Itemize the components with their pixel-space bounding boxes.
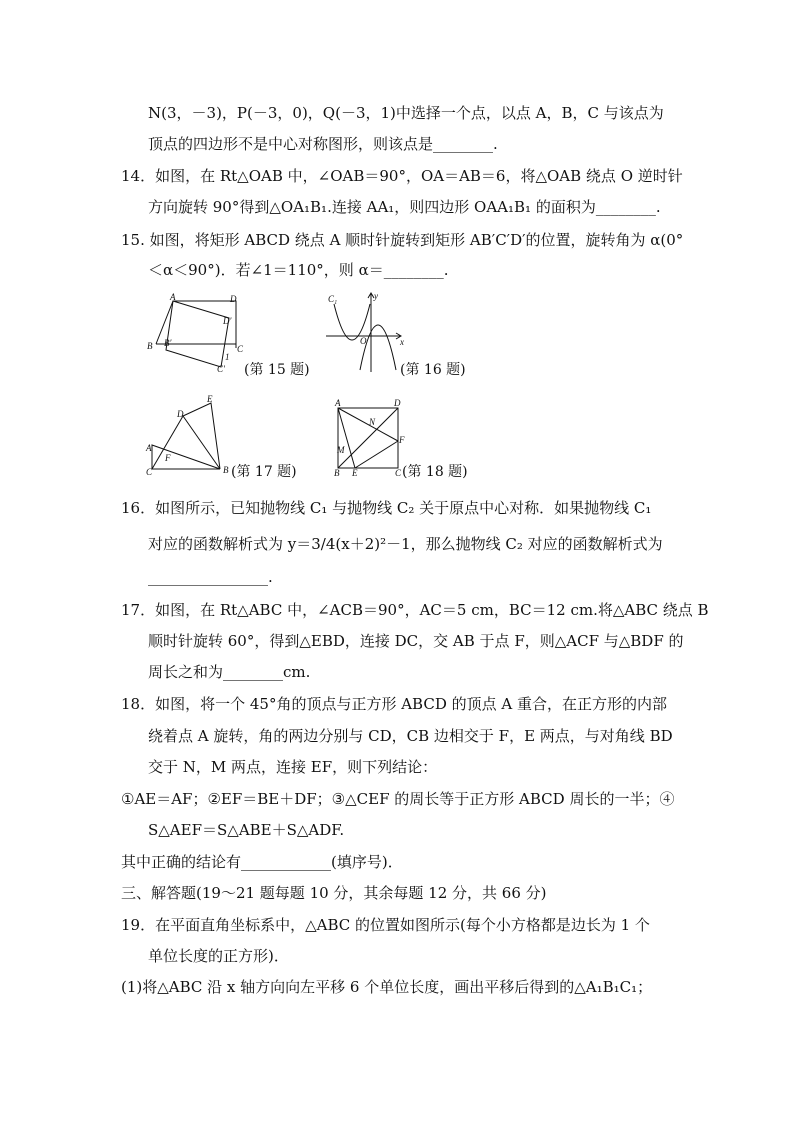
figure-15-diagram [143, 292, 253, 374]
fig18-label-C: C [395, 468, 402, 478]
question-17-line-3: 周长之和为________cm. [148, 663, 311, 681]
figure-17-caption: (第 17 题) [231, 464, 297, 480]
fig16-label-O: O [360, 336, 367, 346]
fig17-label-C: C [146, 467, 153, 477]
figure-15-caption: (第 15 题) [244, 362, 310, 378]
fig18-label-A: A [335, 398, 341, 408]
question-18-line-1: 18．如图，将一个 45°角的顶点与正方形 ABCD 的顶点 A 重合，在正方形的内部 [121, 695, 667, 713]
question-17-line-2: 顺时针旋转 60°，得到△EBD，连接 DC，交 AB 于点 F，则△ACF 与△BDF 的 [148, 632, 684, 650]
fig15-label-D: D [230, 294, 237, 304]
question-16-line-2: 对应的函数解析式为 y＝3/4(x＋2)²－1，那么抛物线 C₂ 对应的函数解析式为 [148, 535, 663, 553]
question-18-answer: 其中正确的结论有____________(填序号)． [121, 853, 403, 871]
question-14-line-2: 方向旋转 90°得到△OA₁B₁.连接 AA₁，则四边形 OAA₁B₁ 的面积为________. [148, 198, 661, 216]
fig17-label-A: A [146, 443, 152, 453]
fig17-label-E: E [207, 394, 213, 404]
fig15-label-D-prime: D′ [223, 316, 232, 326]
figure-16-caption: (第 16 题) [400, 362, 466, 378]
fig18-label-E: E [352, 468, 358, 478]
fig17-label-B: B [223, 465, 229, 475]
question-15-line-2: ＜α＜90°)．若∠1＝110°，则 α＝________. [148, 261, 449, 279]
figure-18-caption: (第 18 题) [402, 464, 468, 480]
fig15-label-B: B [147, 341, 153, 351]
fig16-label-x: x [400, 337, 404, 347]
section-3-heading: 三、解答题(19～21 题每题 10 分，其余每题 12 分，共 66 分) [121, 884, 547, 902]
figure-17-diagram [143, 393, 239, 479]
fig17-label-D: D [177, 409, 184, 419]
fig18-label-D: D [394, 398, 401, 408]
fig15-label-1: 1 [225, 352, 230, 362]
question-16-line-3: ________________. [148, 568, 273, 586]
fig15-label-C-prime: C′ [217, 364, 225, 374]
question-17-line-1: 17．如图，在 Rt△ABC 中，∠ACB＝90°，AC＝5 cm，BC＝12 cm.将△ABC 绕点 B [121, 601, 709, 619]
question-18-statement-4: S△AEF＝S△ABE＋S△ADF. [148, 821, 345, 839]
fig18-label-B: B [334, 468, 340, 478]
fig15-label-A: A [170, 292, 176, 302]
fig18-label-M: M [337, 445, 345, 455]
question-18-line-2: 绕着点 A 旋转，角的两边分别与 CD，CB 边相交于 F，E 两点，与对角线 BD [148, 727, 673, 745]
figure-18-diagram [331, 396, 407, 480]
fig15-label-C: C [237, 344, 244, 354]
fig18-label-F: F [399, 435, 405, 445]
fig16-label-C1: C₁ [328, 294, 338, 304]
fig17-label-F: F [165, 453, 171, 463]
question-19-line-2: 单位长度的正方形)． [148, 947, 289, 965]
text-line-1: N(3，－3)，P(－3，0)，Q(－3，1)中选择一个点，以点 A，B，C 与该点为 [148, 104, 664, 122]
question-19-line-1: 19．在平面直角坐标系中，△ABC 的位置如图所示(每个小方格都是边长为 1 个 [121, 916, 650, 934]
question-16-line-1: 16．如图所示，已知抛物线 C₁ 与抛物线 C₂ 关于原点中心对称．如果抛物线 C₁ [121, 499, 652, 517]
fig15-label-B-prime: B′ [164, 338, 172, 348]
text-line-2: 顶点的四边形不是中心对称图形，则该点是________. [148, 135, 498, 153]
question-18-line-3: 交于 N，M 两点，连接 EF，则下列结论： [148, 758, 438, 776]
fig18-label-N: N [369, 417, 376, 427]
question-14-line-1: 14．如图，在 Rt△OAB 中，∠OAB＝90°，OA＝AB＝6，将△OAB 绕点 O 逆时针 [121, 167, 683, 185]
question-18-statements: ①AE＝AF；②EF＝BE＋DF；③△CEF 的周长等于正方形 ABCD 周长的一半；④ [121, 790, 675, 808]
question-15-line-1: 15. 如图，将矩形 ABCD 绕点 A 顺时针旋转到矩形 AB′C′D′的位置，旋转角为 α(0° [121, 231, 684, 249]
fig16-label-y: y [374, 291, 378, 301]
question-19-part-1: (1)将△ABC 沿 x 轴方向向左平移 6 个单位长度，画出平移后得到的△A₁B₁C₁； [121, 978, 653, 996]
